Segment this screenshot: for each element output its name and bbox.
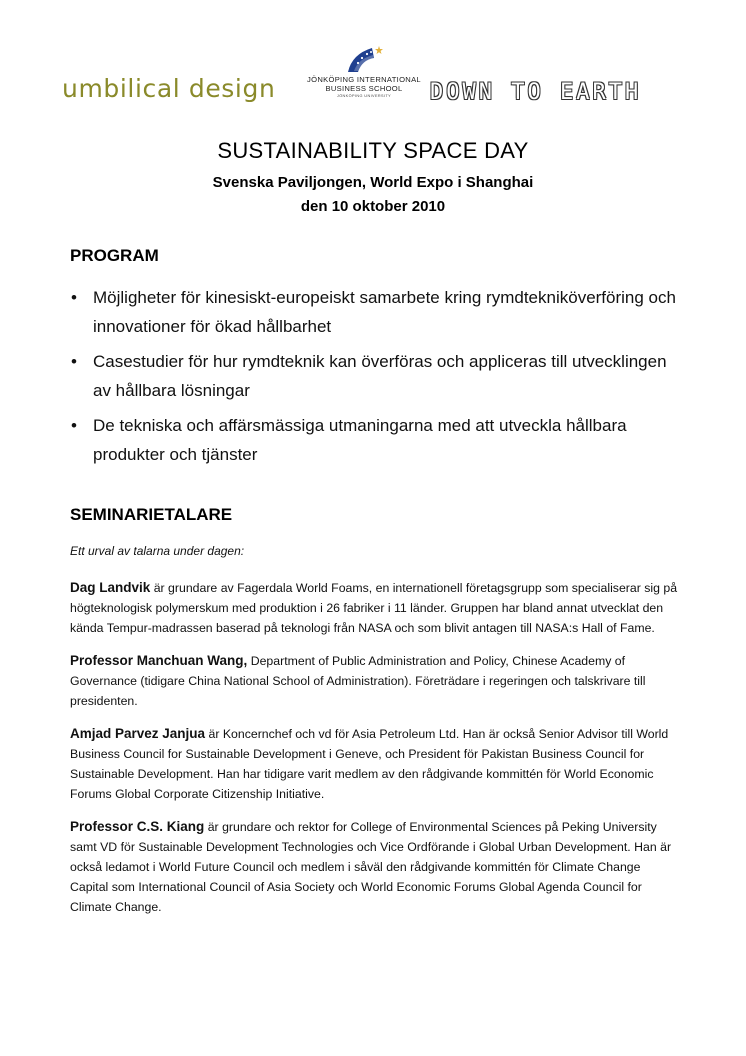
event-date: den 10 oktober 2010 xyxy=(300,198,446,215)
list-item xyxy=(70,347,680,405)
program-item-text: Möjligheter för kinesiskt-europeiskt samarbete kring rymdtekniköverföring och innovationer för ökad hållbarhet xyxy=(93,288,676,336)
bullet: • xyxy=(71,352,77,371)
bullet: • xyxy=(71,416,77,435)
jibs-logo xyxy=(302,44,426,98)
umbilical-design-logo: umbilical design xyxy=(62,74,276,103)
speaker-list xyxy=(70,578,682,930)
speaker-name: Professor C.S. Kiang xyxy=(70,819,205,834)
speaker-bio xyxy=(70,817,682,917)
speaker-description: är grundare och rektor for College of Environmental Sciences på Peking University samt VD för Sustainable Development Technologies och Vice Ordförande i Global Urban Development. Han är också ledamot i World Future Council och medlem i såväl den rådgivande kommittén för Climate Change Capital som International Council of Asia Society och World Economic Forums Global Agenda Council for Climate Change. xyxy=(70,820,672,914)
speaker-description: är Koncernchef och vd för Asia Petroleum Ltd. Han är också Senior Advisor till World Business Council for Sustainable Development i Geneve, och President för Pakistan Business Council for Sustainable Development. Han har tidigare varit medlem av den rådgivande kommittén för World Economic Forums Global Corporate Citizenship Initiative. xyxy=(70,727,669,801)
speaker-bio xyxy=(70,724,682,804)
program-item-text: De tekniska och affärsmässiga utmaningarna med att utveckla hållbara produkter och tjänster xyxy=(93,416,627,464)
event-location: Svenska Paviljongen, World Expo i Shanghai xyxy=(212,174,534,191)
speaker-name: Professor Manchuan Wang, xyxy=(70,653,248,668)
jibs-emblem-icon xyxy=(344,44,384,74)
logo-bar xyxy=(62,44,662,106)
jibs-name-line2: BUSINESS SCHOOL xyxy=(325,84,403,93)
speaker-name: Dag Landvik xyxy=(70,580,151,595)
seminar-heading: SEMINARIETALARE xyxy=(70,505,233,524)
speaker-bio xyxy=(70,578,682,638)
speaker-description: Department of Public Administration and Policy, Chinese Academy of Governance (tidigare China National School of Administration). Företrädare i regeringen och talskrivare till presidenten. xyxy=(70,654,646,708)
bullet: • xyxy=(71,288,77,307)
program-item-text: Casestudier för hur rymdteknik kan överföras och appliceras till utvecklingen av hållbara lösningar xyxy=(93,352,667,400)
speakers-intro: Ett urval av talarna under dagen: xyxy=(70,544,245,558)
list-item xyxy=(70,411,680,469)
list-item xyxy=(70,283,680,341)
speaker-name: Amjad Parvez Janjua xyxy=(70,726,206,741)
jibs-name-line1: JÖNKÖPING INTERNATIONAL xyxy=(307,75,421,84)
down-to-earth-logo: DOWN TO EARTH xyxy=(430,80,642,105)
speaker-bio xyxy=(70,651,682,711)
program-heading: PROGRAM xyxy=(70,246,159,265)
speaker-description: är grundare av Fagerdala World Foams, en internationell företagsgrupp som specialiserar sig på högteknologisk polymerskum med produktion i 26 fabriker i 11 länder. Gruppen har bland annat utvecklat den kända Tempur-madrassen baserad på teknologi från NASA och som blivit antagen till NASA:s Hall of Fame. xyxy=(70,581,678,635)
page-title: SUSTAINABILITY SPACE DAY xyxy=(217,138,529,163)
jibs-name-line3: JÖNKÖPING UNIVERSITY xyxy=(336,94,392,98)
program-list xyxy=(70,283,680,475)
